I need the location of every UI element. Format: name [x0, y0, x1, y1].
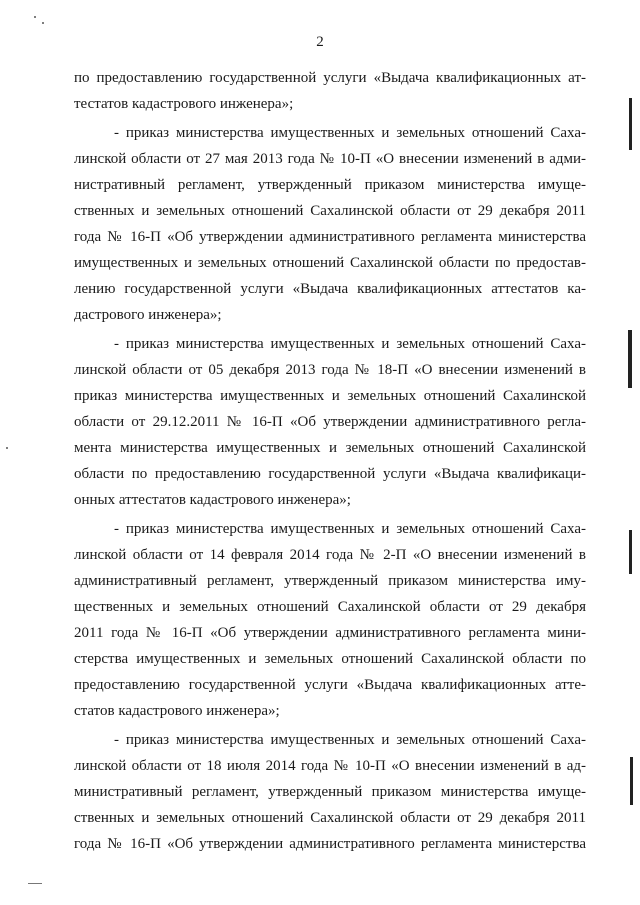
scan-speck	[34, 16, 36, 18]
text-line: линской области от 27 мая 2013 года № 10-П «О внесении изменений в адми-	[74, 151, 586, 167]
text-line: приказ министерства имущественных и земельных отношений Сахалинской	[74, 388, 586, 404]
scan-speck	[42, 22, 44, 24]
text-line: линской области от 18 июля 2014 года № 10-П «О внесении изменений в ад-	[74, 758, 586, 774]
text-line: лению государственной услуги «Выдача квалификационных аттестатов ка-	[74, 281, 586, 297]
text-line: года № 16-П «Об утверждении административного регламента министерства	[74, 836, 586, 852]
scan-speck	[6, 447, 8, 449]
scan-edge-mark	[630, 757, 633, 805]
scan-edge-mark	[629, 530, 632, 574]
text-line: стерства имущественных и земельных отношений Сахалинской области по	[74, 651, 586, 667]
text-line: предоставлению государственной услуги «Выдача квалификационных атте-	[74, 677, 586, 693]
text-line: линской области от 14 февраля 2014 года № 2-П «О внесении изменений в	[74, 547, 586, 563]
text-line: - приказ министерства имущественных и земельных отношений Саха-	[114, 521, 586, 537]
text-line: - приказ министерства имущественных и земельных отношений Саха-	[114, 336, 586, 352]
text-line: имущественных и земельных отношений Сахалинской области по предостав-	[74, 255, 586, 271]
text-line: мента министерства имущественных и земельных отношений Сахалинской	[74, 440, 586, 456]
text-line: щественных и земельных отношений Сахалинской области от 29 декабря	[74, 599, 586, 615]
scan-edge-mark	[28, 883, 42, 884]
text-line: административный регламент, утвержденный приказом министерства иму-	[74, 573, 586, 589]
text-line: - приказ министерства имущественных и земельных отношений Саха-	[114, 125, 586, 141]
page-number: 2	[316, 34, 324, 50]
text-line: тестатов кадастрового инженера»;	[74, 96, 294, 112]
text-line: нистративный регламент, утвержденный приказом министерства имуще-	[74, 177, 586, 193]
text-line: онных аттестатов кадастрового инженера»;	[74, 492, 351, 508]
scan-edge-mark	[628, 330, 632, 388]
scan-edge-mark	[629, 98, 632, 150]
text-line: области по предоставлению государственной услуги «Выдача квалификаци-	[74, 466, 586, 482]
text-line: статов кадастрового инженера»;	[74, 703, 280, 719]
text-line: 2011 года № 16-П «Об утверждении административного регламента мини-	[74, 625, 586, 641]
text-line: по предоставлению государственной услуги «Выдача квалификационных ат-	[74, 70, 586, 86]
text-line: ственных и земельных отношений Сахалинской области от 29 декабря 2011	[74, 810, 586, 826]
text-line: министративный регламент, утвержденный приказом министерства имуще-	[74, 784, 586, 800]
text-line: линской области от 05 декабря 2013 года № 18-П «О внесении изменений в	[74, 362, 586, 378]
text-line: - приказ министерства имущественных и земельных отношений Саха-	[114, 732, 586, 748]
text-line: ственных и земельных отношений Сахалинской области от 29 декабря 2011	[74, 203, 586, 219]
text-line: года № 16-П «Об утверждении административного регламента министерства	[74, 229, 586, 245]
text-line: дастрового инженера»;	[74, 307, 222, 323]
text-line: области от 29.12.2011 № 16-П «Об утверждении административного регла-	[74, 414, 586, 430]
